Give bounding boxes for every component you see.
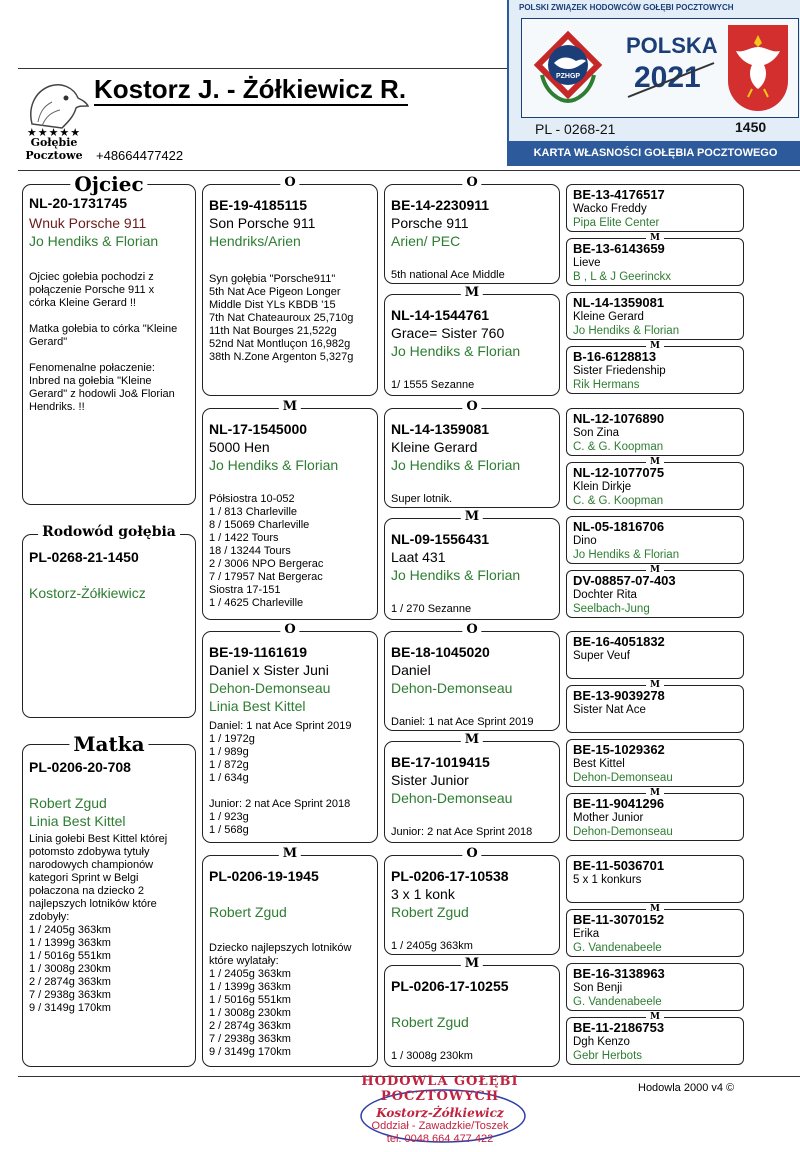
gen2-note-line: Siostra 17-151 — [209, 584, 281, 596]
pzhgp-label: PZHGP — [555, 73, 581, 80]
mother-note-line: zdobyły: — [29, 911, 70, 923]
gen3-ring: BE-18-1045020 — [391, 644, 490, 660]
logo-line1: Gołębie — [30, 136, 78, 149]
gen4-owner: C. & G. Koopman — [573, 495, 664, 507]
gen4-owner: G. Vandenabeele — [573, 996, 662, 1008]
gen2-name: Son Porsche 911 — [209, 215, 316, 231]
father-notes — [29, 271, 191, 414]
gen2-note-line: 1 / 634g — [209, 772, 249, 784]
gen4-ring: BE-13-4176517 — [573, 187, 665, 202]
gen2-note-spacer — [209, 785, 373, 798]
gen4-name: Son Zina — [573, 427, 620, 439]
sex-label: M — [279, 847, 301, 861]
software-credit: Hodowla 2000 v4 © — [638, 1082, 735, 1094]
gen2-note-line: 52nd Nat Montluçon 16,982g — [209, 338, 351, 350]
stamp-line3: Kostorz-Żółkiewicz — [376, 1106, 504, 1120]
mother-note-line: potomsto zdobywa tytuły — [29, 846, 150, 858]
gen2-owner: Dehon-Demonseau — [209, 680, 331, 696]
gen2-notes — [209, 720, 373, 837]
sex-label: O — [462, 847, 481, 861]
gen2-note-line: Dziecko najlepszych lotników — [209, 942, 352, 954]
gen4-name: 5 x 1 konkurs — [573, 874, 642, 886]
mother-note-line: 1 / 3008g 230km — [29, 963, 111, 975]
sex-label: O — [462, 176, 481, 190]
gen4-name: Dochter Rita — [573, 589, 637, 601]
mother-note-line: połaczona na dziecko 2 — [29, 885, 144, 897]
gen2-note-line: 1 / 3008g 230km — [209, 1007, 291, 1019]
gen2-note-line: 1 / 4625 Charleville — [209, 597, 304, 609]
pedigree-box — [22, 524, 196, 718]
pzhgp-emblem-icon — [532, 29, 604, 105]
gen4-box — [566, 233, 744, 286]
gen4-box — [566, 516, 744, 564]
gen4-box — [566, 457, 744, 510]
gen2-note-line: 11th Nat Bourges 21,522g — [209, 325, 337, 337]
gen3-name: Kleine Gerard — [391, 439, 478, 455]
gen4-name: Sister Friedenship — [573, 365, 666, 377]
stamp-line4: Oddział - Zawadzkie/Toszek — [371, 1120, 509, 1132]
gen2-box — [202, 175, 378, 396]
gen2-note-line: 1 / 1422 Tours — [209, 532, 279, 544]
gen4-name: Super Veuf — [573, 650, 630, 662]
sex-label: O — [280, 176, 299, 190]
gen2-box — [202, 846, 378, 1067]
father-note-line: Gerard" — [29, 336, 68, 348]
gen3-name: Laat 431 — [391, 549, 446, 565]
sex-label: O — [462, 623, 481, 637]
gen3-box — [384, 622, 560, 731]
gen3-note: Super lotnik. — [391, 493, 453, 505]
gen4-box — [566, 963, 744, 1011]
gen2-note-line: 1 / 1399g 363km — [209, 981, 291, 993]
gen2-note-line: 9 / 3149g 170km — [209, 1046, 291, 1058]
gen3-ring: NL-14-1544761 — [391, 307, 490, 323]
gen3-owner: Arien/ PEC — [391, 233, 461, 249]
gen2-note-line: 1 / 923g — [209, 811, 249, 823]
mother-line: Linia Best Kittel — [29, 813, 126, 829]
gen4-ring: NL-12-1077075 — [573, 465, 665, 480]
mother-note-line: 1 / 5016g 551km — [29, 950, 111, 962]
gen3-note: Junior: 2 nat Ace Sprint 2018 — [391, 826, 533, 838]
gen2-note-line: 8 / 15069 Charleville — [209, 519, 310, 531]
father-note-line: Ojciec gołebia pochodzi z — [29, 271, 154, 283]
main-ring: PL-0268-21-1450 — [29, 549, 139, 565]
gen4-name: Wacko Freddy — [573, 203, 647, 215]
gen2-ring: PL-0206-19-1945 — [209, 868, 319, 884]
father-note-line: Hendriks. !! — [29, 401, 85, 413]
gen2-name: Daniel x Sister Juni — [209, 662, 329, 678]
gen2-note-line: Daniel: 1 nat Ace Sprint 2019 — [209, 720, 352, 732]
sex-label: M — [646, 680, 664, 690]
gen2-box — [202, 399, 378, 620]
gen4-owner: Dehon-Demonseau — [573, 772, 673, 784]
sex-label: M — [646, 457, 664, 467]
sex-label: M — [646, 904, 664, 914]
gen2-note-line: Middle Dist YLs KBDB '15 — [209, 299, 336, 311]
gen2-name: 5000 Hen — [209, 439, 270, 455]
gen3-box — [384, 732, 560, 843]
gen2-notes — [209, 493, 373, 610]
sex-label: M — [646, 341, 664, 351]
mother-note-line: 9 / 3149g 170km — [29, 1002, 111, 1014]
father-box — [22, 172, 196, 505]
gen2-ring: BE-19-4185115 — [209, 197, 308, 213]
card-country: POLSKA — [626, 33, 718, 58]
gen4-name: Klein Dirkje — [573, 481, 632, 493]
mother-notes — [29, 833, 191, 1015]
gen3-owner: Dehon-Demonseau — [391, 680, 513, 696]
gen3-ring: PL-0206-17-10255 — [391, 978, 509, 994]
gen3-box — [384, 285, 560, 396]
gen2-notes — [209, 942, 373, 1059]
gen3-name: 3 x 1 konk — [391, 886, 455, 902]
gen2-ring: NL-17-1545000 — [209, 421, 308, 437]
gen3-note: 1 / 3008g 230km — [391, 1050, 473, 1062]
gen2-notes — [209, 273, 373, 364]
sex-label: M — [461, 510, 483, 524]
card-inner — [521, 18, 799, 118]
breeder-title: Kostorz J. - Żółkiewicz R. — [94, 74, 407, 104]
gen4-box — [566, 408, 744, 456]
gen3-name: Daniel — [391, 662, 431, 678]
gen2-note-line: 1 / 989g — [209, 746, 249, 758]
pzhgp-emblem — [532, 29, 604, 105]
gen4-name: Sister Nat Ace — [573, 704, 646, 716]
gen4-owner: B , L & J Geerinckx — [573, 271, 671, 283]
gen4-ring: BE-13-9039278 — [573, 688, 665, 703]
father-owner: Jo Hendiks & Florian — [29, 233, 159, 249]
gen4-ring: DV-08857-07-403 — [573, 573, 676, 588]
gen4-owner: Gebr Herbots — [573, 1050, 643, 1062]
gen3-note: Daniel: 1 nat Ace Sprint 2019 — [391, 716, 534, 728]
gen2-owner: Robert Zgud — [209, 904, 287, 920]
gen4-ring: BE-11-9041296 — [573, 796, 665, 811]
gen4-box — [566, 1012, 744, 1065]
gen4-box — [566, 904, 744, 957]
sex-label: O — [280, 623, 299, 637]
pigeon-head-icon — [18, 72, 90, 132]
father-note-line: Matka gołebia to córka "Kleine — [29, 323, 178, 335]
sex-label: M — [646, 233, 664, 243]
gen4-ring: B-16-6128813 — [573, 349, 657, 364]
gen2-note-line: 1 / 1972g — [209, 733, 255, 745]
gen2-box — [202, 622, 378, 843]
father-name: Wnuk Porsche 911 — [29, 215, 147, 231]
gen2-note-line: Junior: 2 nat Ace Sprint 2018 — [209, 798, 351, 810]
gen2-owner-line: Linia Best Kittel — [209, 698, 306, 714]
father-note-spacer — [29, 349, 191, 362]
gen4-ring: NL-12-1076890 — [573, 411, 665, 426]
gen4-owner: Jo Hendiks & Florian — [573, 325, 680, 337]
father-note-line: Inbred na gołebia "Kleine — [29, 375, 152, 387]
mother-note-line: 7 / 2938g 363km — [29, 989, 111, 1001]
mother-note-line: narodowych championów — [29, 859, 154, 871]
gen4-owner: Rik Hermans — [573, 379, 640, 391]
gen3-owner: Jo Hendiks & Florian — [391, 457, 521, 473]
gen3-note: 5th national Ace Middle — [391, 269, 505, 281]
gen3-owner: Dehon-Demonseau — [391, 790, 513, 806]
sex-label: M — [646, 788, 664, 798]
stamp-line2: POCZTOWYCH — [380, 1089, 500, 1104]
gen2-note-line: 7 / 17957 Nat Bergerac — [209, 571, 323, 583]
gen2-note-line: 2 / 2874g 363km — [209, 1020, 291, 1032]
gen4-box — [566, 184, 744, 232]
gen4-ring: NL-14-1359081 — [573, 295, 665, 310]
father-note-spacer — [29, 310, 191, 323]
sex-label: M — [461, 957, 483, 971]
gen2-note-line: 7 / 2938g 363km — [209, 1033, 291, 1045]
card-top-text: POLSKI ZWIĄZEK HODOWCÓW GOŁĘBI POCZTOWYCH — [519, 3, 734, 12]
gen3-name: Porsche 911 — [391, 215, 469, 231]
gen2-note-line: 2 / 3006 NPO Bergerac — [209, 558, 324, 570]
father-label: Ojciec — [70, 173, 147, 195]
gen4-ring: NL-05-1816706 — [573, 519, 665, 534]
gen2-note-line: 38th N.Zone Argenton 5,327g — [209, 351, 354, 363]
breeder-stamp — [340, 1072, 540, 1152]
gen4-box — [566, 292, 744, 340]
gen4-ring: BE-11-2186753 — [573, 1020, 665, 1035]
gen3-name: Sister Junior — [391, 772, 469, 788]
gen3-ring: NL-14-1359081 — [391, 421, 490, 437]
father-note-line: Fenomenalne połaczenie: — [29, 362, 155, 374]
mother-box — [22, 732, 196, 1067]
gen3-box — [384, 175, 560, 284]
gen4-ring: BE-11-5036701 — [573, 858, 665, 873]
gen3-note: 1 / 270 Sezanne — [391, 603, 472, 615]
gen3-box — [384, 956, 560, 1067]
gen4-owner: Jo Hendiks & Florian — [573, 549, 680, 561]
stamp-line1: HODOWLA GOŁĘBI — [361, 1074, 519, 1089]
gen4-owner: Dehon-Demonseau — [573, 826, 673, 838]
ownership-card — [507, 0, 800, 166]
gen4-owner: Pipa Elite Center — [573, 217, 660, 229]
gen4-name: Mother Junior — [573, 812, 644, 824]
card-number: 1450 — [735, 119, 767, 135]
gen3-box — [384, 509, 560, 620]
mother-note-line: 1 / 2405g 363km — [29, 924, 111, 936]
sex-label: M — [279, 400, 301, 414]
mother-owner: Robert Zgud — [29, 795, 107, 811]
gen3-owner: Jo Hendiks & Florian — [391, 343, 521, 359]
gen4-owner: C. & G. Koopman — [573, 441, 664, 453]
gen4-name: Son Benji — [573, 982, 623, 994]
gen4-name: Erika — [573, 928, 600, 940]
gen2-note-line: 1 / 568g — [209, 824, 249, 836]
father-note-line: Gerard" z hodowli Jo& Florian — [29, 388, 175, 400]
stamp-line5: tel. 0048 664 477 422 — [386, 1133, 494, 1145]
sex-label: M — [461, 733, 483, 747]
gen4-box — [566, 565, 744, 618]
card-year-strike — [626, 59, 716, 99]
gen2-owner: Jo Hendiks & Florian — [209, 457, 339, 473]
sex-label: M — [646, 1012, 664, 1022]
gen2-note-line: 1 / 2405g 363km — [209, 968, 291, 980]
gen4-owner: G. Vandenabeele — [573, 942, 662, 954]
card-ring: PL - 0268-21 — [535, 121, 616, 137]
father-ring: NL-20-1731745 — [29, 195, 128, 211]
gen3-box — [384, 399, 560, 508]
main-owner: Kostorz-Żółkiewicz — [29, 585, 146, 601]
mother-note-line: 2 / 2874g 363km — [29, 976, 111, 988]
gen3-owner: Robert Zgud — [391, 1014, 469, 1030]
card-bottom-text: KARTA WŁASNOŚCI GOŁĘBIA POCZTOWEGO — [509, 141, 800, 165]
gen3-ring: NL-09-1556431 — [391, 531, 490, 547]
gen2-note-line: 1 / 813 Charleville — [209, 506, 298, 518]
mother-label: Matka — [69, 733, 148, 755]
sex-label: O — [462, 400, 481, 414]
sex-label: M — [646, 565, 664, 575]
father-note-line: córka Kleine Gerard !! — [29, 297, 136, 309]
logo-line2: Pocztowe — [25, 149, 83, 162]
gen4-name: Dino — [573, 535, 597, 547]
gen4-name: Lieve — [573, 257, 601, 269]
gen4-ring: BE-13-6143659 — [573, 241, 665, 256]
gen4-box — [566, 788, 744, 841]
gen4-box — [566, 739, 744, 787]
logo-stars: ★★★★★ — [26, 127, 82, 139]
gen2-note-line: 1 / 872g — [209, 759, 249, 771]
gen4-ring: BE-16-3138963 — [573, 966, 665, 981]
gen2-ring: BE-19-1161619 — [209, 644, 308, 660]
gen4-owner: Seelbach-Jung — [573, 603, 650, 615]
gen2-note-line: Półsiostra 10-052 — [209, 493, 295, 505]
gen3-owner: Jo Hendiks & Florian — [391, 567, 521, 583]
gen4-ring: BE-11-3070152 — [573, 912, 665, 927]
gen4-box — [566, 341, 744, 394]
card-year: 2021 — [634, 61, 701, 94]
gen3-box — [384, 846, 560, 955]
gen2-note-line: które wylatały: — [209, 955, 279, 967]
gen2-note-line: 18 / 13244 Tours — [209, 545, 291, 557]
gen4-name: Best Kittel — [573, 758, 625, 770]
gen2-note-line: 5th Nat Ace Pigeon Longer — [209, 286, 341, 298]
phone: +48664477422 — [96, 148, 184, 163]
gen4-name: Dgh Kenzo — [573, 1036, 630, 1048]
pigeon-logo — [18, 72, 90, 162]
gen4-box — [566, 680, 744, 733]
gen2-owner: Hendriks/Arien — [209, 233, 301, 249]
mother-note-line: najlepszych lotników które — [29, 898, 157, 910]
mother-note-line: Linia gołebi Best Kittel której — [29, 833, 168, 845]
gen2-note-line: Syn gołębia "Porsche911" — [209, 273, 336, 285]
mother-ring: PL-0206-20-708 — [29, 759, 131, 775]
gen3-ring: BE-14-2230911 — [391, 197, 490, 213]
gen4-name: Kleine Gerard — [573, 311, 644, 323]
gen4-ring: BE-15-1029362 — [573, 742, 665, 757]
gen2-note-line: 1 / 5016g 551km — [209, 994, 291, 1006]
gen3-note: 1/ 1555 Sezanne — [391, 379, 475, 391]
gen3-name: Grace= Sister 760 — [391, 325, 505, 341]
mother-note-line: 1 / 1399g 363km — [29, 937, 111, 949]
gen2-note-line: 7th Nat Chateauroux 25,710g — [209, 312, 354, 324]
white-eagle-icon — [728, 25, 788, 105]
gen4-box — [566, 631, 744, 679]
sex-label: M — [461, 286, 483, 300]
mother-note-line: kategori Sprint w Belgi — [29, 872, 139, 884]
gen3-owner: Robert Zgud — [391, 904, 469, 920]
gen3-note: 1 / 2405g 363km — [391, 940, 473, 952]
father-note-line: połączenie Porsche 911 x — [29, 284, 155, 296]
gen4-ring: BE-16-4051832 — [573, 634, 665, 649]
gen3-ring: PL-0206-17-10538 — [391, 868, 509, 884]
pedigree-label: Rodowód gołębia — [38, 525, 180, 539]
gen4-box — [566, 855, 744, 903]
polish-eagle — [728, 25, 788, 111]
gen3-ring: BE-17-1019415 — [391, 754, 490, 770]
